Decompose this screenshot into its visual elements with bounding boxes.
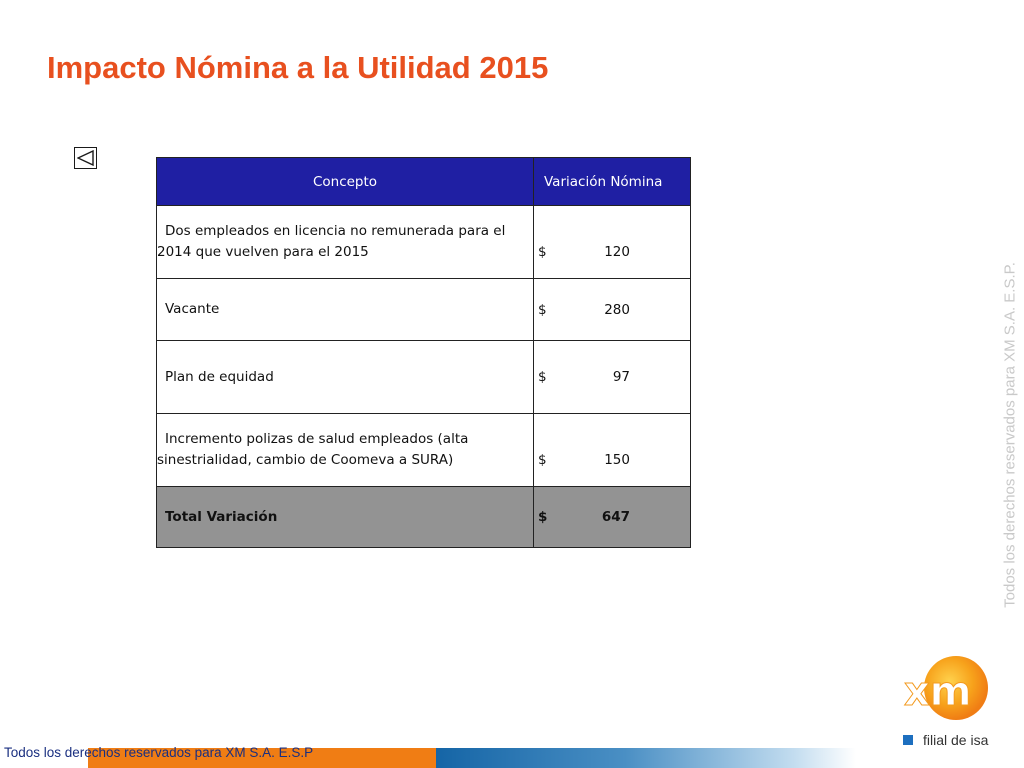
table-row bbox=[157, 414, 691, 487]
rights-notice-vertical: Todos los derechos reservados para XM S.A. E.S.P. bbox=[1001, 262, 1019, 608]
xm-logo bbox=[898, 655, 993, 725]
row-valor: 120 bbox=[604, 244, 630, 260]
row-concepto: Incremento polizas de salud empleados (alta sinestrialidad, cambio de Coomeva a SURA) bbox=[157, 431, 469, 468]
row-valor: 280 bbox=[604, 301, 630, 318]
footer-blue-band bbox=[436, 748, 856, 768]
tagline bbox=[903, 732, 988, 748]
svg-text:xm: xm bbox=[904, 669, 972, 715]
payroll-table bbox=[156, 157, 691, 548]
table-total-row bbox=[157, 487, 691, 548]
row-currency: $ bbox=[538, 452, 547, 468]
tagline-square-icon bbox=[903, 735, 913, 745]
table-row bbox=[157, 341, 691, 414]
footer-rights-text: Todos los derechos reservados para XM S.A. E.S.P bbox=[4, 745, 314, 760]
tagline-text: filial de isa bbox=[923, 732, 989, 748]
table-row bbox=[157, 206, 691, 279]
table-header-row bbox=[157, 158, 691, 206]
back-triangle-icon[interactable] bbox=[74, 147, 97, 169]
row-currency: $ bbox=[538, 369, 547, 385]
row-valor: 150 bbox=[604, 452, 630, 468]
total-concepto: Total Variación bbox=[165, 508, 278, 525]
total-valor: 647 bbox=[601, 509, 630, 525]
row-concepto: Dos empleados en licencia no remunerada para el 2014 que vuelven para el 2015 bbox=[157, 223, 506, 260]
row-concepto: Vacante bbox=[165, 301, 220, 317]
table-row bbox=[157, 279, 691, 341]
row-currency: $ bbox=[538, 244, 547, 260]
row-concepto: Plan de equidad bbox=[165, 368, 274, 385]
header-concepto: Concepto bbox=[157, 158, 534, 206]
row-currency: $ bbox=[538, 301, 547, 318]
header-variacion: Variación Nómina bbox=[534, 158, 691, 206]
row-valor: 97 bbox=[612, 369, 630, 385]
slide-title: Impacto Nómina a la Utilidad 2015 bbox=[47, 50, 549, 85]
total-currency: $ bbox=[538, 509, 548, 525]
